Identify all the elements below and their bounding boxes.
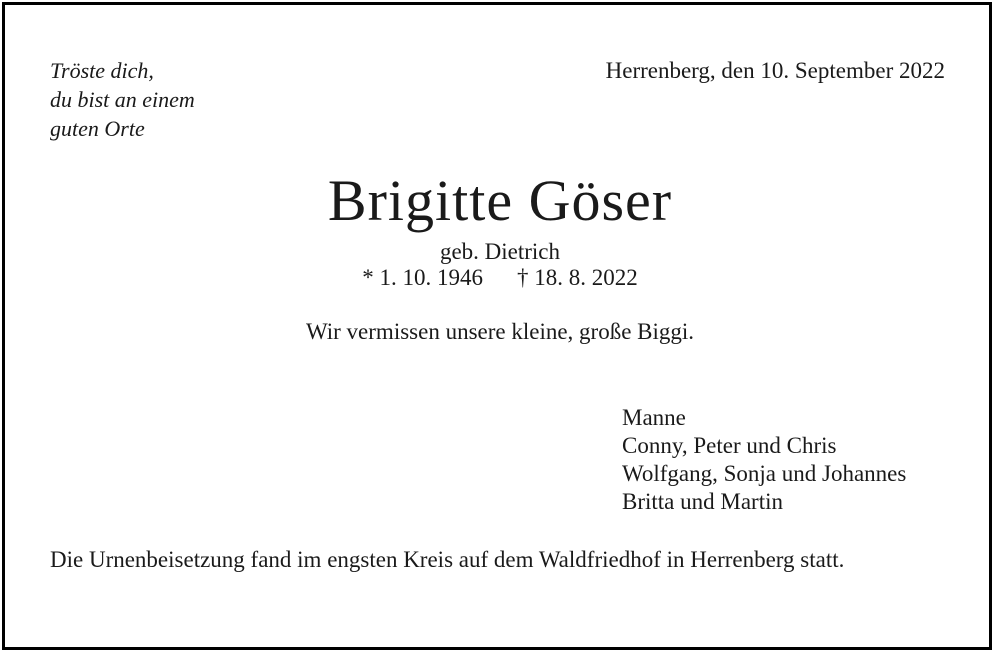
mourners-list: [622, 404, 906, 516]
consolation-verse: [50, 56, 195, 143]
verse-line-2: du bist an einem: [50, 87, 195, 112]
death-date: † 18. 8. 2022: [517, 265, 638, 290]
place-date: Herrenberg, den 10. September 2022: [605, 58, 945, 83]
maiden-name: geb. Dietrich: [439, 239, 561, 264]
life-dates: [0, 264, 1000, 292]
mourner-1: Manne: [622, 405, 686, 430]
mourner-2: Conny, Peter und Chris: [622, 433, 837, 458]
memorial-message: Wir vermissen unsere kleine, große Biggi.: [305, 319, 695, 344]
verse-line-1: Tröste dich,: [50, 58, 154, 83]
mourner-3: Wolfgang, Sonja und Johannes: [622, 461, 907, 486]
birth-date: * 1. 10. 1946: [362, 265, 483, 290]
mourner-4: Britta und Martin: [622, 489, 783, 514]
verse-line-3: guten Orte: [50, 116, 145, 141]
deceased-name: Brigitte Göser: [327, 168, 673, 233]
burial-notice: Die Urnenbeisetzung fand im engsten Kreis auf dem Waldfriedhof in Herrenberg statt.: [50, 547, 845, 572]
